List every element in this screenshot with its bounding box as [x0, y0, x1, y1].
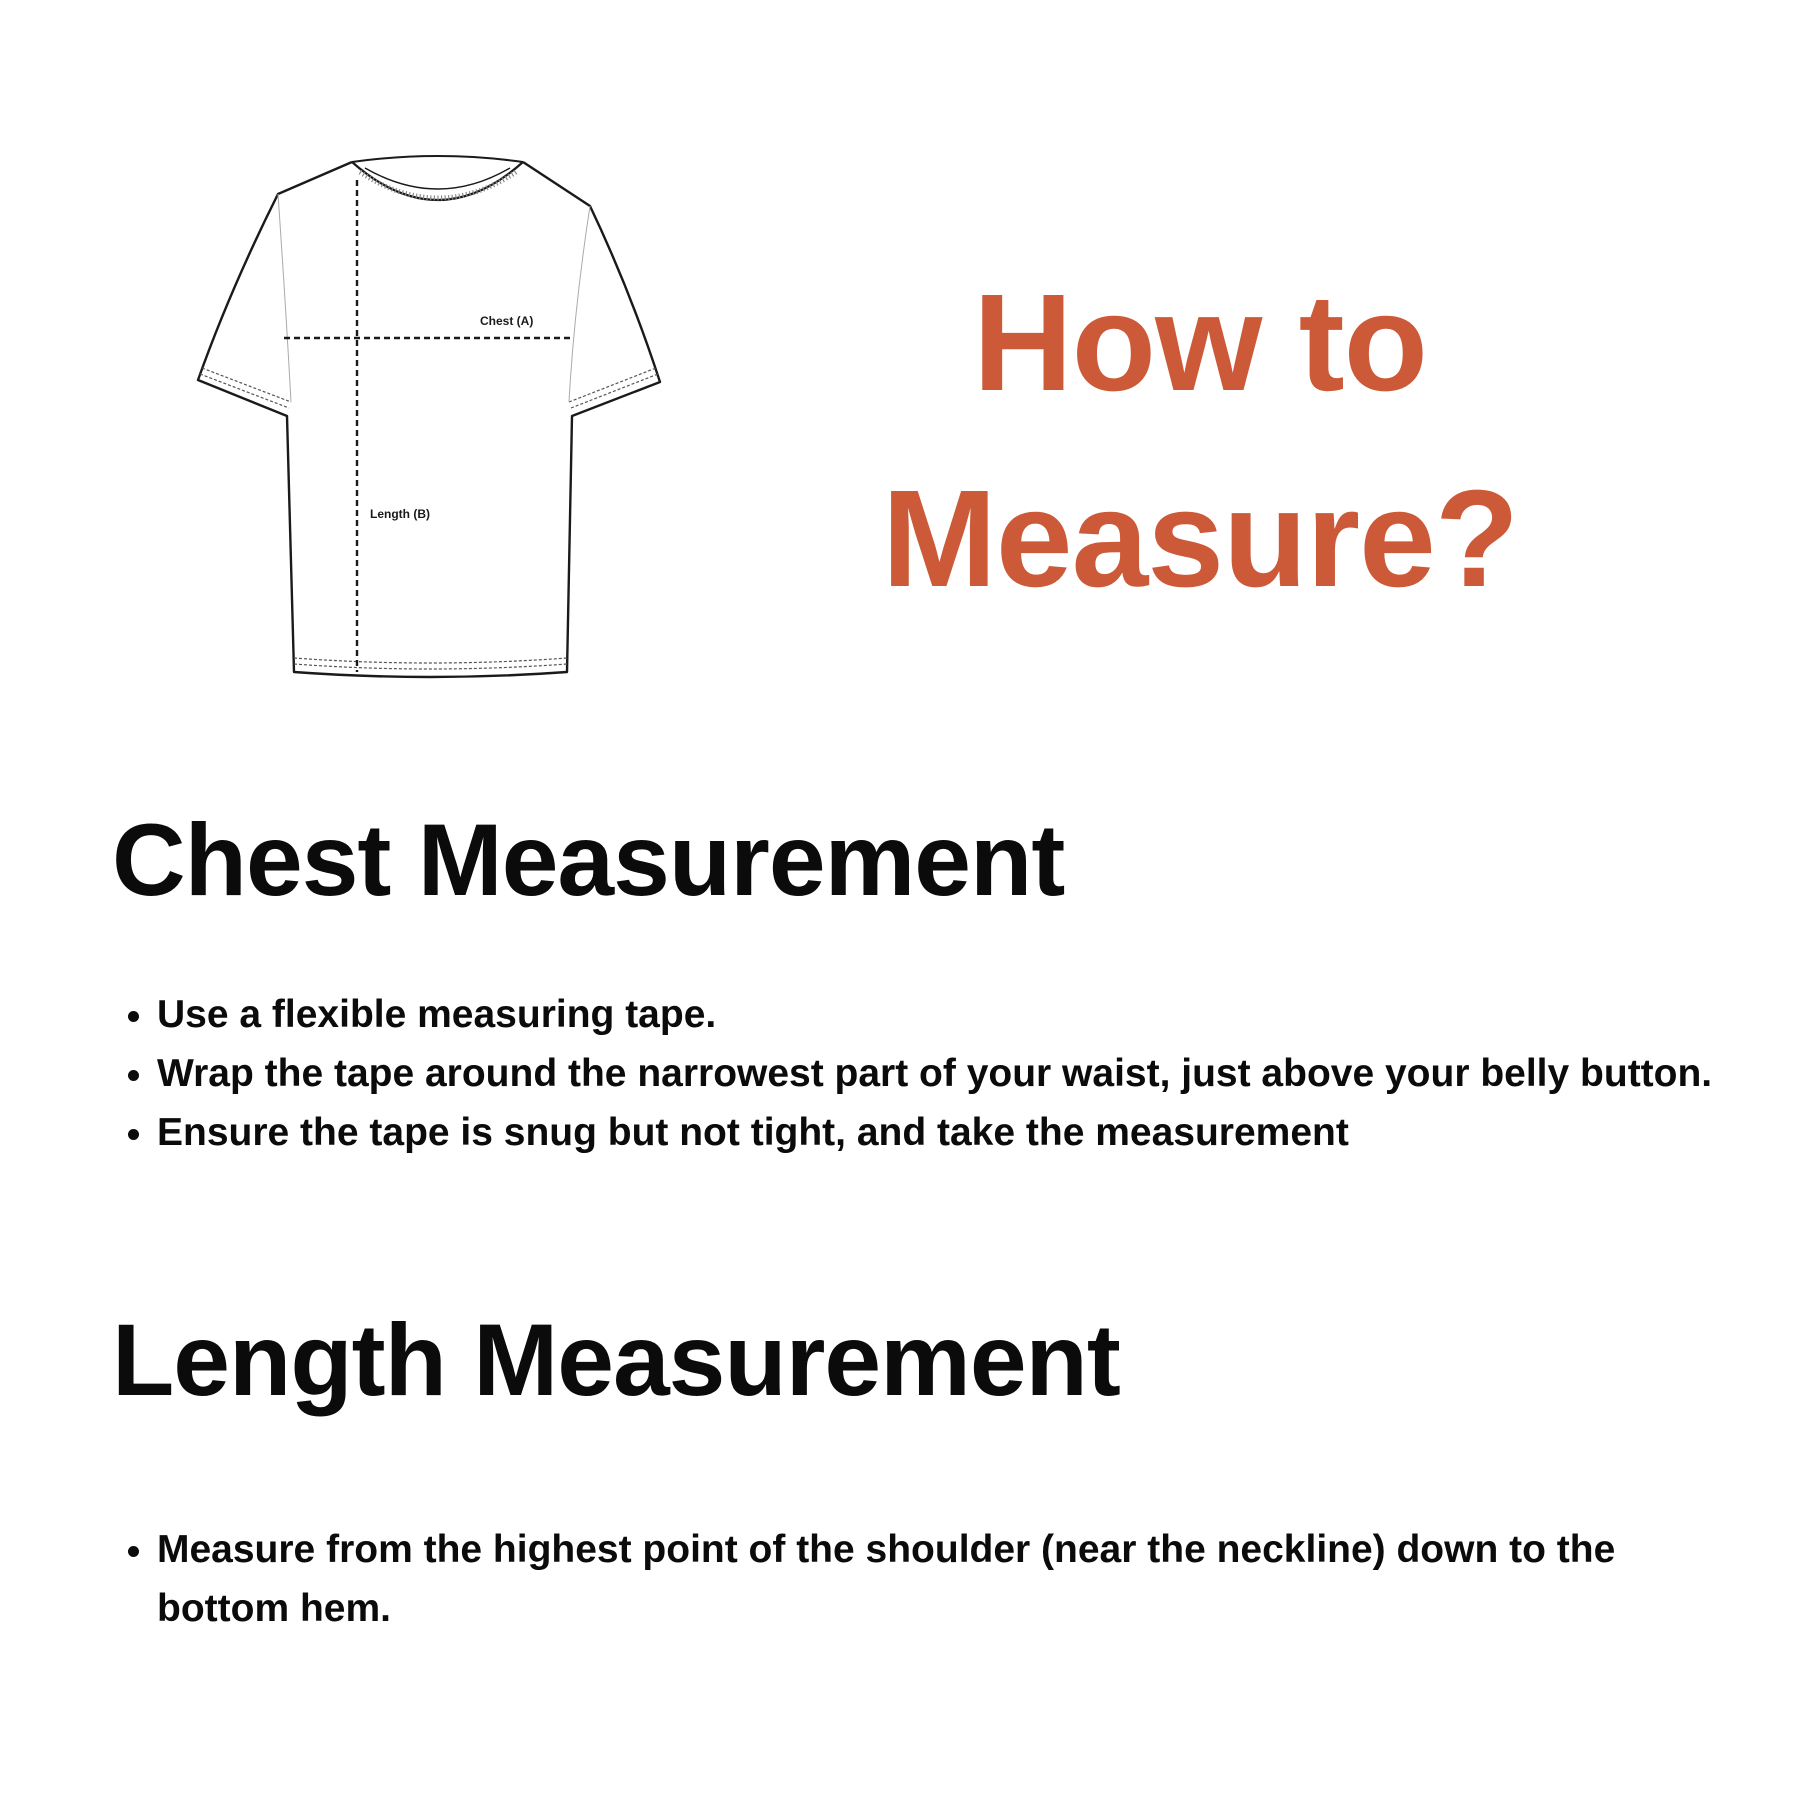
collar-top — [352, 156, 523, 162]
page-title-line-2: Measure? — [881, 462, 1519, 616]
right-sleeve-cuff — [569, 368, 656, 402]
length-label: Length (B) — [370, 507, 430, 521]
left-armhole-seam — [278, 194, 291, 402]
list-item: • Wrap the tape around the narrowest part of your waist, just above your belly button. — [157, 1044, 1757, 1103]
length-instructions — [112, 1520, 1757, 1638]
left-sleeve-cuff-2 — [200, 374, 289, 408]
chest-heading: Chest Measurement — [112, 803, 1065, 917]
page-title-line-1: How to — [973, 266, 1427, 420]
list-item: • Measure from the highest point of the shoulder (near the neckline) down to the bottom hem. — [157, 1520, 1757, 1638]
length-heading: Length Measurement — [112, 1303, 1120, 1417]
tshirt-outline — [198, 162, 660, 677]
page-title — [820, 245, 1580, 637]
collar-outer — [352, 162, 523, 200]
list-item: • Ensure the tape is snug but not tight, and take the measurement — [157, 1103, 1757, 1162]
left-sleeve-cuff — [202, 368, 291, 402]
tshirt-diagram — [190, 150, 680, 690]
chest-instructions — [112, 985, 1757, 1162]
list-item: • Use a flexible measuring tape. — [157, 985, 1757, 1044]
hem-stitch-1 — [294, 658, 567, 663]
right-sleeve-cuff-2 — [571, 374, 658, 408]
right-armhole-seam — [569, 206, 590, 402]
chest-label: Chest (A) — [480, 314, 534, 328]
hem-stitch-2 — [294, 664, 567, 669]
